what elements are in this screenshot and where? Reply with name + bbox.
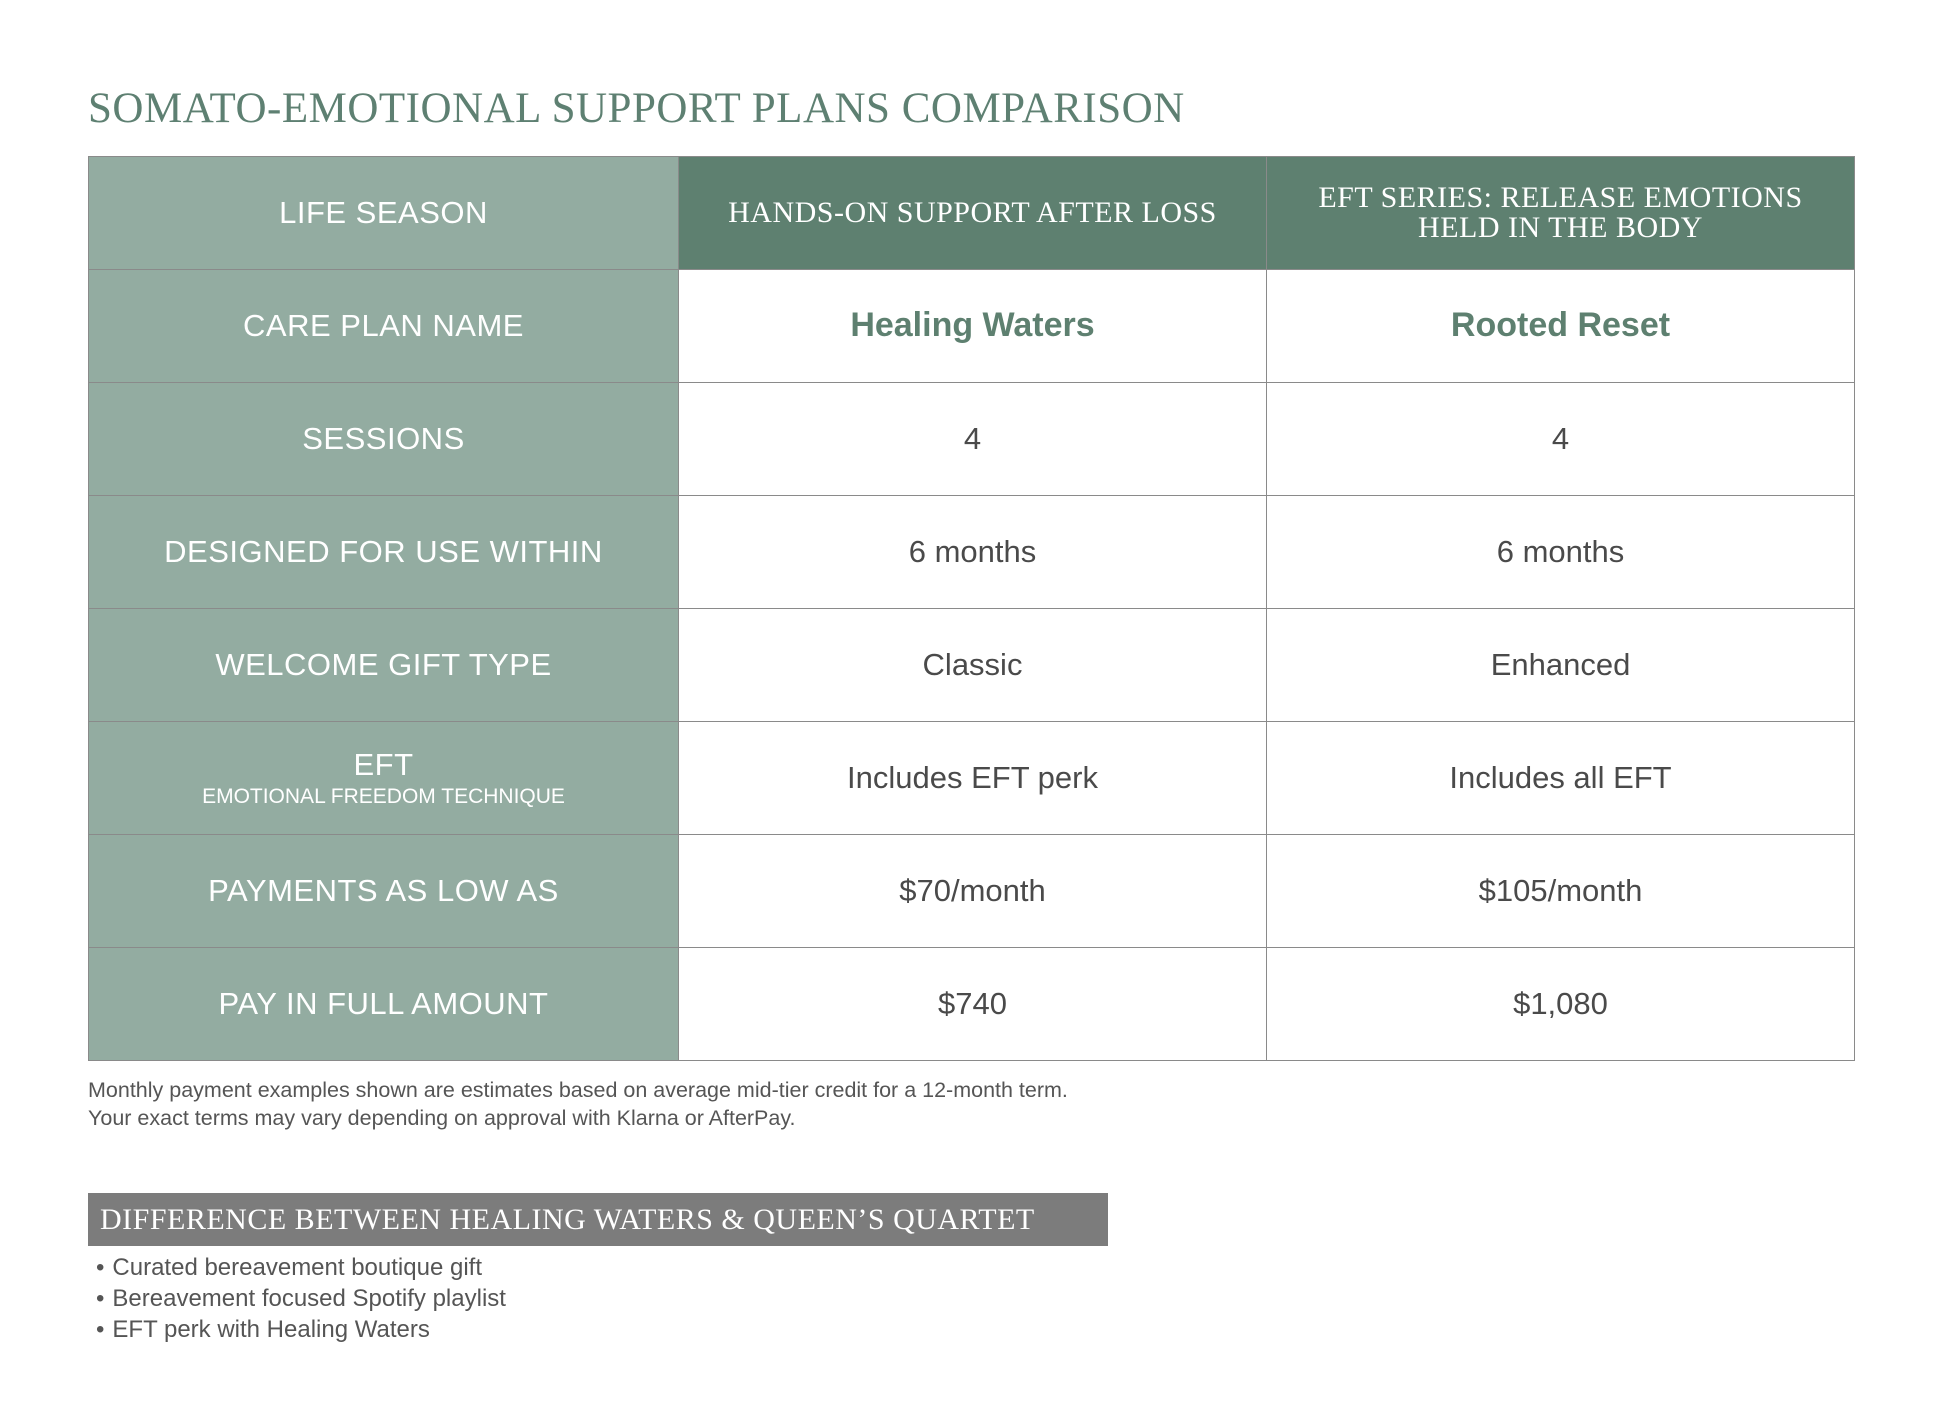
designed-for-row xyxy=(89,496,1855,609)
list-item: • Curated bereavement boutique gift xyxy=(96,1252,506,1283)
rooted-reset-monthly-payment: $105/month xyxy=(1267,835,1855,948)
rooted-reset-full-price: $1,080 xyxy=(1267,948,1855,1061)
care-plan-name-row xyxy=(89,270,1855,383)
care-plan-name-label: CARE PLAN NAME xyxy=(89,270,679,383)
eft-sublabel: EMOTIONAL FREEDOM TECHNIQUE xyxy=(202,784,565,808)
welcome-gift-label: WELCOME GIFT TYPE xyxy=(89,609,679,722)
pay-in-full-label: PAY IN FULL AMOUNT xyxy=(89,948,679,1061)
eft-label-cell xyxy=(89,722,679,835)
list-item: • EFT perk with Healing Waters xyxy=(96,1314,506,1345)
rooted-reset-sessions: 4 xyxy=(1267,383,1855,496)
plans-comparison-table xyxy=(88,156,1855,1061)
eft-row xyxy=(89,722,1855,835)
welcome-gift-row xyxy=(89,609,1855,722)
life-season-row xyxy=(89,157,1855,270)
page-title: SOMATO-EMOTIONAL SUPPORT PLANS COMPARISON xyxy=(88,85,1185,132)
payment-footnote xyxy=(88,1076,1068,1132)
life-season-label: LIFE SEASON xyxy=(89,157,679,270)
healing-waters-season: HANDS-ON SUPPORT AFTER LOSS xyxy=(679,157,1267,270)
list-item: • Bereavement focused Spotify playlist xyxy=(96,1283,506,1314)
healing-waters-eft: Includes EFT perk xyxy=(679,722,1267,835)
healing-waters-plan-name: Healing Waters xyxy=(679,270,1267,383)
difference-heading: DIFFERENCE BETWEEN HEALING WATERS & QUEEN’S QUARTET xyxy=(88,1193,1108,1246)
difference-list xyxy=(96,1252,506,1345)
footnote-line-1: Monthly payment examples shown are estimates based on average mid-tier credit for a 12-month term. xyxy=(88,1078,1068,1102)
rooted-reset-eft: Includes all EFT xyxy=(1267,722,1855,835)
healing-waters-gift: Classic xyxy=(679,609,1267,722)
payments-label: PAYMENTS AS LOW AS xyxy=(89,835,679,948)
sessions-row xyxy=(89,383,1855,496)
healing-waters-monthly-payment: $70/month xyxy=(679,835,1267,948)
healing-waters-duration: 6 months xyxy=(679,496,1267,609)
payments-row xyxy=(89,835,1855,948)
healing-waters-sessions: 4 xyxy=(679,383,1267,496)
sessions-label: SESSIONS xyxy=(89,383,679,496)
rooted-reset-season: EFT SERIES: RELEASE EMOTIONS HELD IN THE BODY xyxy=(1267,157,1855,270)
rooted-reset-duration: 6 months xyxy=(1267,496,1855,609)
rooted-reset-gift: Enhanced xyxy=(1267,609,1855,722)
rooted-reset-plan-name: Rooted Reset xyxy=(1267,270,1855,383)
footnote-line-2: Your exact terms may vary depending on approval with Klarna or AfterPay. xyxy=(88,1106,796,1130)
eft-label: EFT xyxy=(353,747,414,783)
pay-in-full-row xyxy=(89,948,1855,1061)
healing-waters-full-price: $740 xyxy=(679,948,1267,1061)
designed-for-label: DESIGNED FOR USE WITHIN xyxy=(89,496,679,609)
